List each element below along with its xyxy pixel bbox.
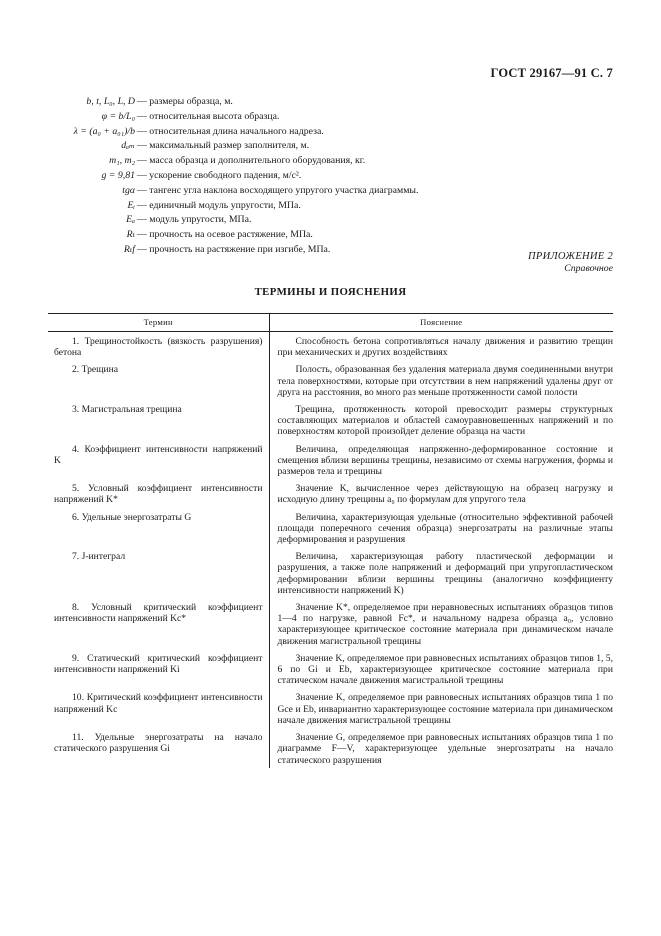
table-row <box>48 598 613 649</box>
definition-cell: Значение K*, определяемое при неравновесных испытаниях образцов типов 1—4 по нагрузке, равной Fc*, и начальному надреза образца a₀, условно характеризующее критическое состояние материала при динамическом начале движения магистральной трещины <box>277 602 613 647</box>
definition-cell: Трещина, протяженность которой превосходит размеры структурных составляющих материалов и областей самоуравновешенных напряжений и по поверхностям которой произойдет деление образца на части <box>277 404 613 438</box>
symbol-description: — масса образца и дополнительного оборудования, кг. <box>137 155 366 167</box>
symbol: g = 9,81 <box>101 169 135 181</box>
symbol-description: — прочность на растяжение при изгибе, МПа. <box>137 243 331 255</box>
definition-cell: Полость, образованная без удаления материала двумя соединенными внутри тела поверхностями, которые при отсутствии в нем напряжений удалены друг от друга на расстояния, во много раз меньше протяженности самой полости <box>277 364 613 398</box>
definition-cell: Значение G, определяемое при равновесных испытаниях образцов типа 1 по диаграмме F—V, характеризующее удельные энергозатраты на начало статического разрушения <box>277 732 613 766</box>
appendix-label <box>528 251 613 274</box>
symbol-description: — ускорение свободного падения, м/с². <box>137 169 302 181</box>
term-cell: 1. Трещиностойкость (вязкость разрушения) бетона <box>48 332 269 361</box>
table-row <box>48 728 613 768</box>
symbol-row <box>45 169 605 184</box>
table-row <box>48 332 613 361</box>
definition-cell: Величина, характеризующая удельные (относительно эффективной рабочей площади поперечного сечения образца) энергозатраты на различные этапы деформирования и разрушения <box>277 511 613 546</box>
table-row <box>48 360 613 400</box>
table-row <box>48 400 613 440</box>
appendix-type: Справочное <box>564 263 613 274</box>
definition-cell: Величина, определяющая напряженно-деформированное состояние и смещения вблизи вершины трещины, независимо от схемы нагружения, формы и размеров тела и трещины <box>277 443 613 478</box>
symbol-description: — единичный модуль упругости, МПа. <box>137 199 301 211</box>
section-title: ТЕРМИНЫ И ПОЯСНЕНИЯ <box>254 286 407 298</box>
symbol-row <box>45 139 605 154</box>
term-cell: 9. Статический критический коэффициент интенсивности напряжений Ki <box>48 649 269 689</box>
term-cell: 6. Удельные энергозатраты G <box>48 508 269 548</box>
symbol-row <box>45 125 605 140</box>
term-cell: 7. J-интеграл <box>48 547 269 598</box>
term-cell: 3. Магистральная трещина <box>48 400 269 440</box>
symbol-row <box>45 110 605 125</box>
definition-cell: Значение K, определяемое при равновесных испытаниях образцов типа 1 по Gce и Eb, инвариантно характеризующее состояние материала при динамическом начале движения магистральной трещины <box>277 692 613 726</box>
page-header: ГОСТ 29167—91 С. 7 <box>490 66 613 80</box>
symbol-row <box>45 243 605 258</box>
symbol-row <box>45 199 605 214</box>
symbol-description: — тангенс угла наклона восходящего упругого участка диаграммы. <box>137 184 419 196</box>
symbol: φ = b/L₀ <box>101 110 135 122</box>
table-row <box>48 440 613 480</box>
symbol-description: — относительная высота образца. <box>137 110 280 122</box>
symbol: Rₜf <box>123 243 135 255</box>
term-cell: 4. Коэффициент интенсивности напряжений K <box>48 440 269 480</box>
term-cell: 5. Условный коэффициент интенсивности напряжений K* <box>48 479 269 507</box>
symbols-list <box>45 95 605 258</box>
definition-cell: Значение K, определяемое при равновесных испытаниях образцов типов 1, 5, 6 по Gi и Eb, характеризующее критическое состояние материала при статическом начале движения магистральной трещины <box>277 652 613 687</box>
term-cell: 2. Трещина <box>48 360 269 400</box>
table-row <box>48 479 613 507</box>
symbol-description: — модуль упругости, МПа. <box>137 214 252 226</box>
symbol: Rₜ <box>126 229 135 241</box>
symbol: λ = (a₀ + a₀₁)/b <box>73 125 135 137</box>
symbol: b, t, L₀, L, D <box>86 96 135 107</box>
symbol-description: — размеры образца, м. <box>137 96 233 107</box>
symbol: dₐₘ <box>121 140 135 152</box>
table-row <box>48 508 613 548</box>
table-row <box>48 649 613 689</box>
symbol-description: — прочность на осевое растяжение, МПа. <box>137 229 313 241</box>
symbol: tgα <box>122 184 135 196</box>
symbol-description: — максимальный размер заполнителя, м. <box>137 140 310 152</box>
term-cell: 8. Условный критический коэффициент интенсивности напряжений Kc* <box>48 598 269 649</box>
symbol-description: — относительная длина начального надреза. <box>137 125 324 137</box>
symbol: Eₐ <box>126 214 135 226</box>
symbol-row <box>45 154 605 169</box>
term-cell: 11. Удельные энергозатраты на начало статического разрушения Gi <box>48 728 269 768</box>
definition-cell: Способность бетона сопротивляться началу движения и развитию трещин при механических и других воздействиях <box>277 336 613 359</box>
column-header-term: Термин <box>48 314 269 332</box>
definition-cell: Значение K, вычисленное через действующую на образец нагрузку и исходную длину трещины a₀ по формулам для упругого тела <box>277 483 613 506</box>
symbol: m₁, m₂ <box>109 155 135 167</box>
term-cell: 10. Критический коэффициент интенсивности напряжений Kc <box>48 688 269 728</box>
column-header-definition: Пояснение <box>269 314 613 332</box>
table-row <box>48 547 613 598</box>
table-header-row <box>48 314 613 332</box>
appendix-number: ПРИЛОЖЕНИЕ 2 <box>528 251 613 262</box>
symbol: Eᵢ <box>127 199 135 211</box>
symbol-row <box>45 213 605 228</box>
symbol-row <box>45 184 605 199</box>
definition-cell: Величина, характеризующая работу пластической деформации и разрушения, а также поле напряжений и деформаций при упругопластическом деформировании вблизи вершины трещины (аналогично коэффициенту интенсивности напряжений K) <box>277 551 613 596</box>
symbol-row <box>45 228 605 243</box>
symbol-row <box>45 95 605 110</box>
terms-table <box>48 313 613 768</box>
table-row <box>48 688 613 728</box>
